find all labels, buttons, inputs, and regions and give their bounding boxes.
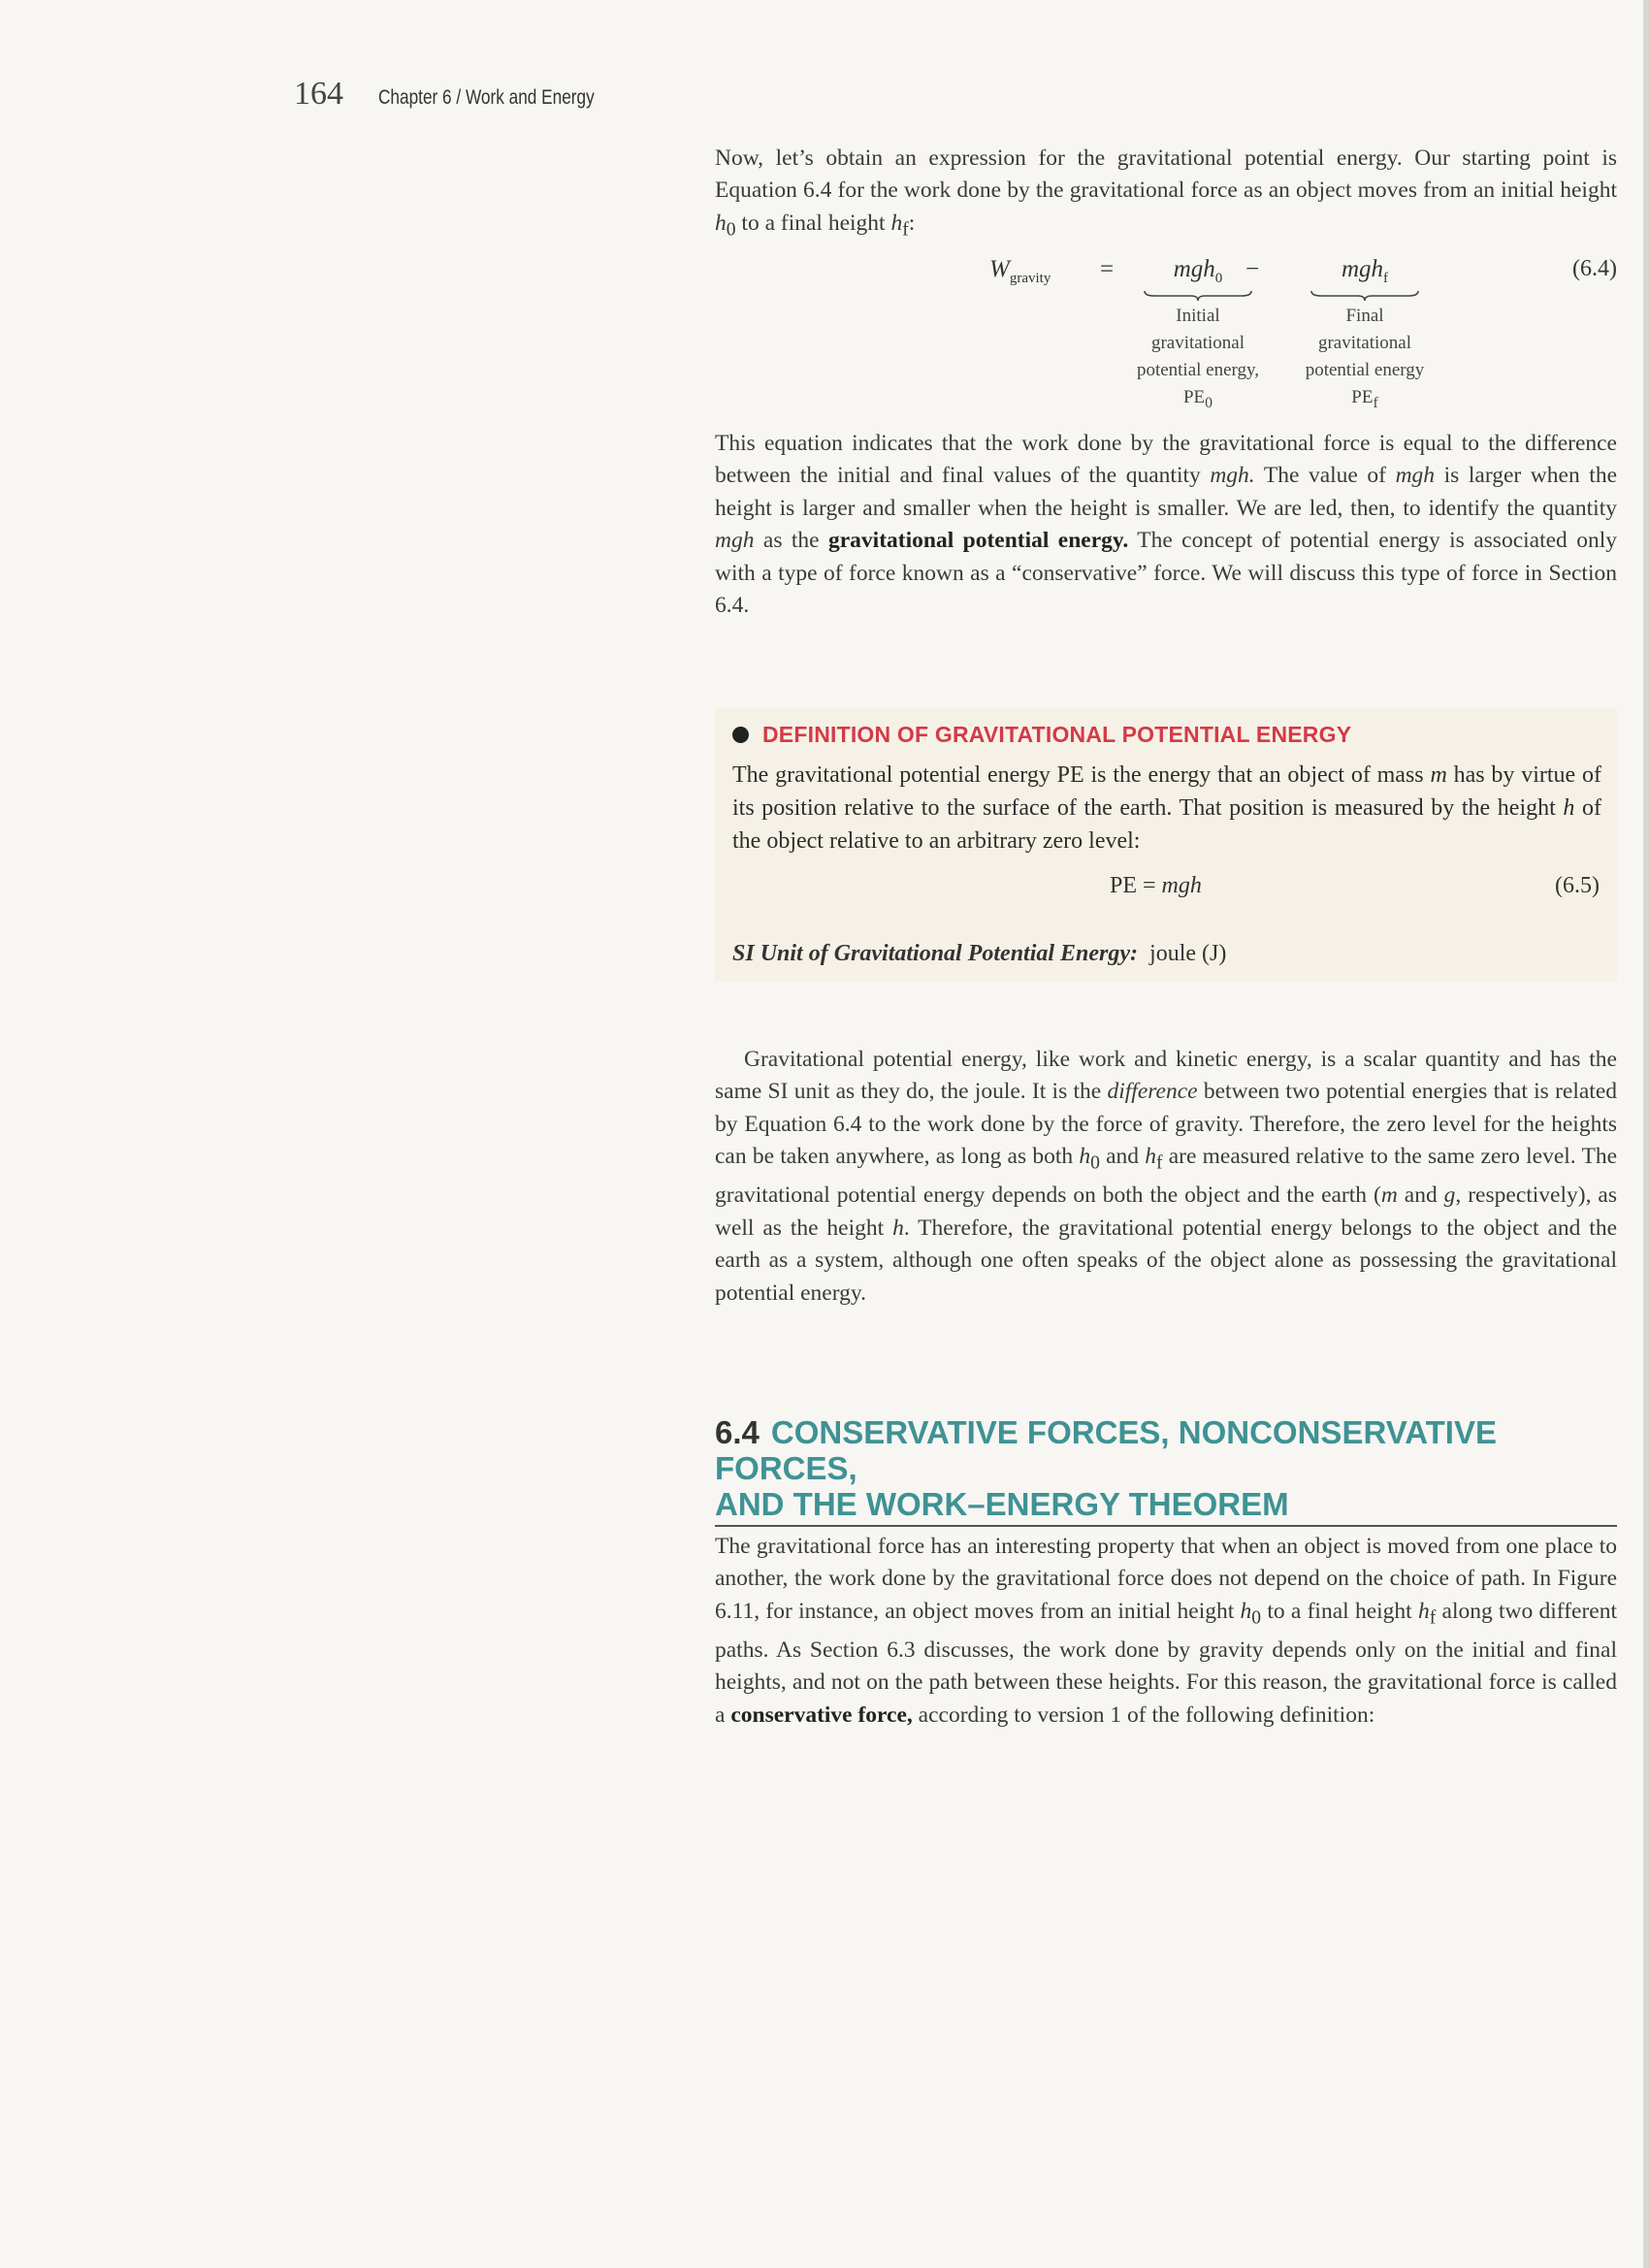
text-run: : (908, 210, 916, 236)
equation-number: (6.4) (1572, 256, 1617, 281)
page-number: 164 (294, 76, 343, 112)
equation-6-4 (715, 250, 1617, 425)
definition-box (715, 708, 1617, 982)
bullet-dot-icon (732, 727, 749, 743)
var-sub: 0 (726, 219, 736, 241)
running-header (294, 76, 642, 113)
si-unit-value: joule (J) (1149, 941, 1227, 966)
term-bold: conservative force, (730, 1701, 913, 1728)
equals-sign: = (1100, 256, 1115, 282)
paragraph-2: This equation indicates that the work done by the gravitational force is equal to the difference between the initial and final values of the quantity mgh. The value of mgh is larger when the height is larger and smaller when the height is smaller. We are led, then, to identify the quantity mgh as the gravitational potential energy. The concept of potential energy is associated only with a type of force known as a “conservative” force. We will discuss this type of force in Section 6.4. (715, 431, 1617, 619)
underbrace-icon (1310, 289, 1420, 303)
section-title-line-2: AND THE WORK–ENERGY THEOREM (715, 1486, 1289, 1522)
paragraph-3: Gravitational potential energy, like work and kinetic energy, is a scalar quantity and has the same SI unit as they do, the joule. It is the difference between two potential energies that is related by Equation 6.4 to the work done by the force of gravity. Therefore, the zero level for the heights can be taken anywhere, as long as both $h_0$ and $h_f$ are measured relative to the same zero level. The gravitational potential energy depends on both the object and the earth (m and g, respectively), as well as the height h. Therefore, the gravitational potential energy belongs to the object and the earth as a system, although one often speaks of the object alone as possessing the gravitational potential energy. (715, 1047, 1618, 1306)
var-hf: h (890, 210, 903, 236)
var-sub: f (902, 219, 909, 241)
section-title-line-1: CONSERVATIVE FORCES, NONCONSERVATIVE FORCES, (715, 1414, 1497, 1486)
initial-label: Initial gravitational potential energy, $PE_0$ (1136, 306, 1260, 411)
definition-body: The gravitational potential energy PE is the energy that an object of mass m has by virtue of its position relative to the surface of the earth. That position is measured by the height h of the object relative to an arbitrary zero level: (732, 762, 1602, 854)
var-h0: h (715, 210, 727, 236)
final-term: mgh$_f$ (1341, 256, 1389, 286)
page-edge (1643, 0, 1649, 2268)
paragraph-4: The gravitational force has an interesting property that when an object is moved from one place to another, the work done by the gravitational force does not depend on the choice of path. In Figure 6.11, for instance, an object moves from an initial height $h_0$ to a final height $h_f$ along two different paths. As Section 6.3 discusses, the work done by gravity depends only on the initial and final heights, and not on the path between these heights. For this reason, the gravitational force is called a conservative force, according to version 1 of the following definition: (715, 1534, 1618, 1728)
term-bold: gravitational potential energy. (827, 528, 1129, 554)
text-run: to a final height (735, 210, 891, 236)
final-label: Final gravitational potential energy $PE_f$ (1305, 306, 1425, 411)
underbrace-icon (1143, 289, 1253, 303)
equation-number: (6.5) (1555, 873, 1600, 898)
text-run: Now, let’s obtain an expression for the gravitational potential energy. Our starting point is Equation 6.4 for the work done by the gravitational force as an object moves from an initial height (715, 146, 1617, 204)
equation-lhs: $W_{gravity}$ (989, 256, 1051, 286)
definition-title: DEFINITION OF GRAVITATIONAL POTENTIAL ENERGY (732, 722, 1351, 748)
equation-expression: PE = mgh (1110, 873, 1202, 898)
minus-sign: − (1245, 256, 1260, 282)
chapter-title: Chapter 6 / Work and Energy (378, 86, 595, 109)
si-unit-label: SI Unit of Gravitational Potential Energy: (732, 941, 1139, 966)
initial-term: mgh$_0$ (1173, 256, 1223, 286)
section-heading (715, 1414, 1617, 1527)
si-unit-line (732, 941, 1226, 967)
intro-paragraph (715, 143, 1617, 246)
section-number: 6.4 (715, 1414, 760, 1450)
